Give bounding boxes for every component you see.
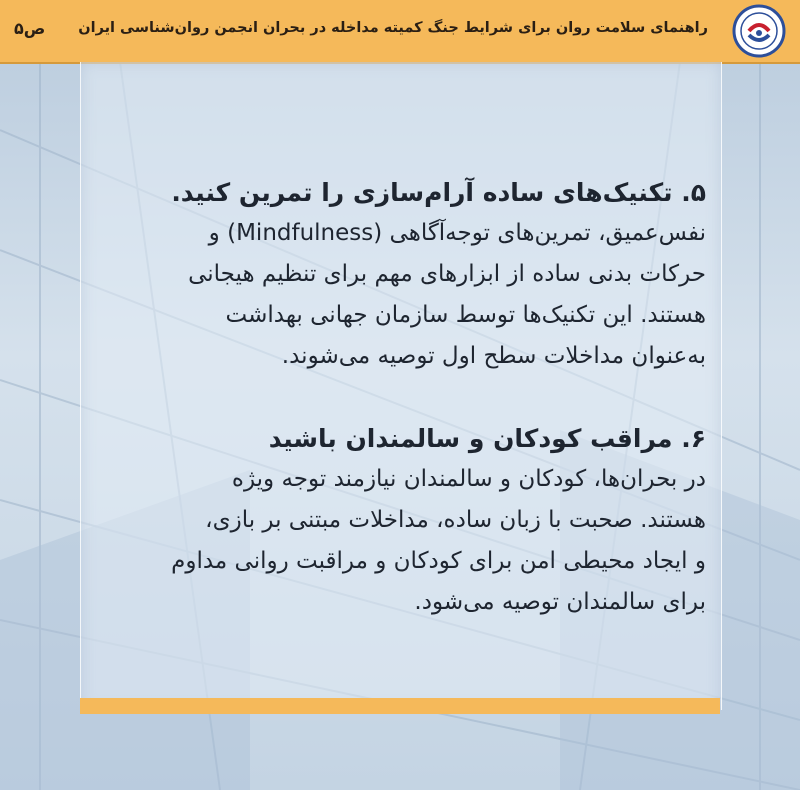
header-title: راهنمای سلامت روان برای شرایط جنگ کمیته مداخله در بحران انجمن روان‌شناسی ایران (78, 20, 708, 36)
section-text-line: برای سالمندان توصیه می‌شود. (414, 589, 706, 615)
section-text-line: نفس‌عمیق، تمرین‌های توجه‌آگاهی (Mindfulness) و (208, 220, 706, 246)
section-text-line: هستند. این تکنیک‌ها توسط سازمان جهانی بهداشت (225, 302, 706, 328)
section-text-line: هستند. صحبت با زبان ساده، مداخلات مبتنی بر بازی، (205, 507, 706, 533)
section-6 (94, 419, 706, 623)
section-heading: ۵. تکنیک‌های ساده آرام‌سازی را تمرین کنید. (171, 178, 706, 207)
bottom-accent-bar (80, 698, 720, 714)
psychology-association-logo-icon (732, 4, 786, 58)
section-text-line: حرکات بدنی ساده از ابزارهای مهم برای تنظیم هیجانی (188, 261, 706, 287)
section-text-line: و ایجاد محیطی امن برای کودکان و مراقبت روانی مداوم (171, 548, 706, 574)
section-heading: ۶. مراقب کودکان و سالمندان باشید (268, 424, 706, 453)
header-bar (0, 0, 800, 64)
section-5 (94, 173, 706, 377)
section-text-line: به‌عنوان مداخلات سطح اول توصیه می‌شوند. (281, 343, 706, 369)
page-number: ص۵ (14, 19, 46, 38)
section-text-line: در بحران‌ها، کودکان و سالمندان نیازمند توجه ویژه (231, 466, 706, 492)
